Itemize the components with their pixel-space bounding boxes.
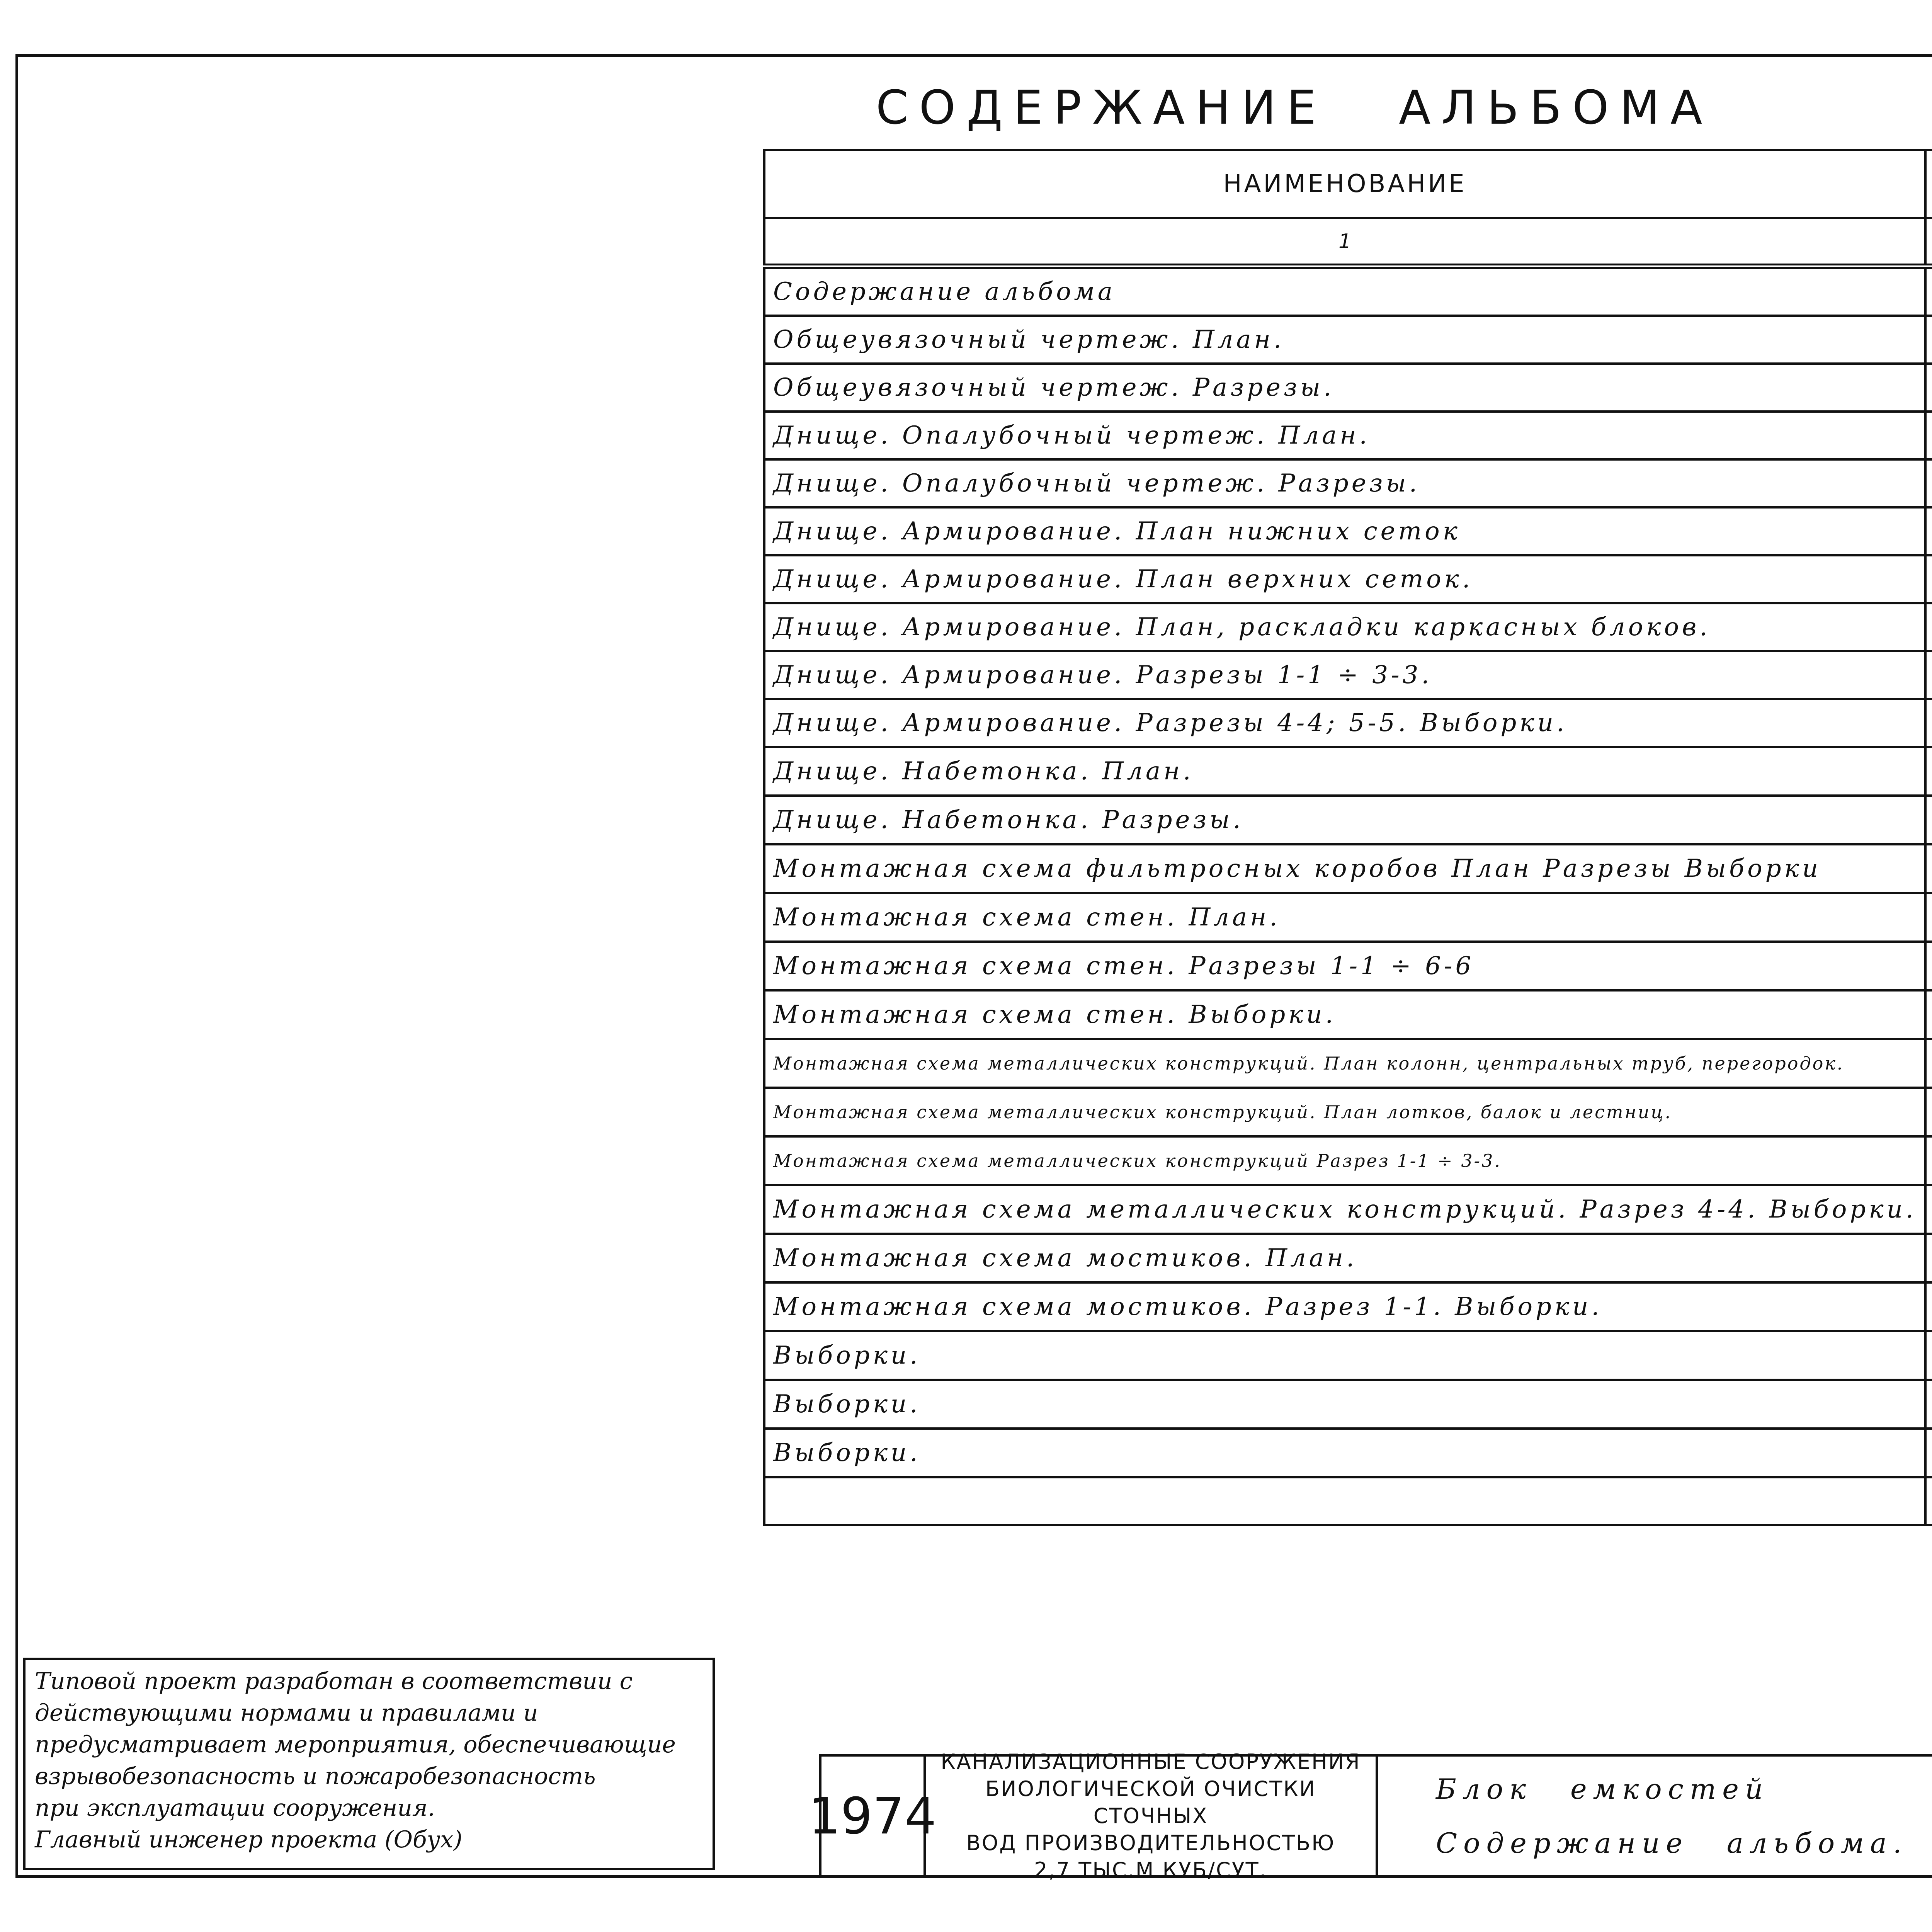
- table-row: [764, 266, 1932, 316]
- table-row: [764, 651, 1932, 699]
- stamp-year: 1974: [821, 1757, 926, 1876]
- row-name: Монтажная схема мостиков. План.: [764, 1234, 1925, 1282]
- row-name: Монтажная схема стен. План.: [764, 893, 1925, 942]
- table-header-row: [764, 150, 1932, 218]
- row-name: Днище. Набетонка. Разрезы.: [764, 796, 1925, 844]
- row-name: Общеувязочный чертеж. План.: [764, 316, 1925, 364]
- column-number-1: 1: [764, 218, 1925, 266]
- row-mark: [1925, 699, 1932, 747]
- table-row: [764, 1331, 1932, 1380]
- row-mark: [1925, 990, 1932, 1039]
- stamp-description: [1378, 1757, 1932, 1876]
- organization-line: БИОЛОГИЧЕСКОЙ ОЧИСТКИ СТОЧНЫХ: [985, 1777, 1316, 1828]
- row-mark: [1925, 1282, 1932, 1331]
- row-name: Днище. Армирование. Разрезы 4-4; 5-5. Выборки.: [764, 699, 1925, 747]
- organization-line: 2,7 ТЫС.М КУБ/СУТ.: [1034, 1858, 1267, 1882]
- row-name: Выборки.: [764, 1331, 1925, 1380]
- note-line: взрывобезопасность и пожаробезопасность: [35, 1763, 596, 1790]
- description-line: Содержание альбома.: [1436, 1827, 1908, 1859]
- table-row: [764, 1380, 1932, 1429]
- row-mark: [1925, 266, 1932, 316]
- contents-table: [763, 149, 1932, 1526]
- table-row: [764, 555, 1932, 603]
- row-name: Монтажная схема стен. Разрезы 1-1 ÷ 6-6: [764, 942, 1925, 990]
- row-name: Днище. Опалубочный чертеж. Разрезы.: [764, 459, 1925, 507]
- row-mark: [1925, 1380, 1932, 1429]
- row-mark: [1925, 1429, 1932, 1477]
- row-name: Монтажная схема мостиков. Разрез 1-1. Выборки.: [764, 1282, 1925, 1331]
- table-row: [764, 942, 1932, 990]
- table-row: [764, 747, 1932, 796]
- table-row: [764, 1234, 1932, 1282]
- note-line: при эксплуатации сооружения.: [35, 1794, 435, 1821]
- table-row: [764, 603, 1932, 651]
- row-name: Выборки.: [764, 1380, 1925, 1429]
- row-mark: [1925, 1331, 1932, 1380]
- row-mark: [1925, 1185, 1932, 1234]
- header-mark: [1925, 150, 1932, 218]
- table-row: [764, 893, 1932, 942]
- row-mark: [1925, 555, 1932, 603]
- table-row: [764, 412, 1932, 459]
- table-row: [764, 1282, 1932, 1331]
- row-name: [764, 1477, 1925, 1525]
- note-line: Типовой проект разработан в соответствии с: [35, 1668, 633, 1695]
- note-line: Главный инженер проекта (Обух): [35, 1826, 463, 1853]
- header-name: НАИМЕНОВАНИЕ: [764, 150, 1925, 218]
- table-row: [764, 1185, 1932, 1234]
- note-line: действующими нормами и правилами и: [35, 1699, 538, 1726]
- row-name: Днище. Опалубочный чертеж. План.: [764, 412, 1925, 459]
- row-name: Монтажная схема стен. Выборки.: [764, 990, 1925, 1039]
- table-row: [764, 1136, 1932, 1185]
- row-mark: [1925, 507, 1932, 555]
- note-line: предусматривает мероприятия, обеспечивающие: [35, 1731, 676, 1758]
- table-row: [764, 1429, 1932, 1477]
- table-row: [764, 699, 1932, 747]
- table-row: [764, 459, 1932, 507]
- row-mark: [1925, 1039, 1932, 1088]
- row-mark: [1925, 603, 1932, 651]
- row-mark: [1925, 364, 1932, 412]
- row-name: Монтажная схема металлических конструкций. Разрез 4-4. Выборки.: [764, 1185, 1925, 1234]
- row-name: Содержание альбома: [764, 266, 1925, 316]
- column-number-2: [1925, 218, 1932, 266]
- row-name: Монтажная схема металлических конструкций. План колонн, центральных труб, перегородок.: [764, 1039, 1925, 1088]
- table-row: [764, 796, 1932, 844]
- table-row: [764, 1088, 1932, 1136]
- organization-line: КАНАЛИЗАЦИОННЫЕ СООРУЖЕНИЯ: [940, 1750, 1361, 1774]
- table-row: [764, 1477, 1932, 1525]
- row-mark: [1925, 1477, 1932, 1525]
- row-name: Днище. Набетонка. План.: [764, 747, 1925, 796]
- row-name: Общеувязочный чертеж. Разрезы.: [764, 364, 1925, 412]
- stamp-organization: [926, 1750, 1378, 1882]
- description-line: Блок емкостей: [1436, 1773, 1769, 1805]
- row-mark: [1925, 747, 1932, 796]
- row-mark: [1925, 844, 1932, 893]
- table-row: [764, 1039, 1932, 1088]
- row-mark: [1925, 316, 1932, 364]
- row-name: Монтажная схема фильтросных коробов План Разрезы Выборки: [764, 844, 1925, 893]
- table-row: [764, 316, 1932, 364]
- row-mark: [1925, 1234, 1932, 1282]
- table-row: [764, 507, 1932, 555]
- column-number-row: [764, 218, 1932, 266]
- row-name: Днище. Армирование. Разрезы 1-1 ÷ 3-3.: [764, 651, 1925, 699]
- row-name: Днище. Армирование. План нижних сеток: [764, 507, 1925, 555]
- row-name: Днище. Армирование. План верхних сеток.: [764, 555, 1925, 603]
- row-name: Выборки.: [764, 1429, 1925, 1477]
- project-note: [23, 1658, 715, 1870]
- row-name: Монтажная схема металлических конструкций Разрез 1-1 ÷ 3-3.: [764, 1136, 1925, 1185]
- page-title: СОДЕРЖАНИЕ АЛЬБОМА: [876, 81, 1713, 135]
- row-mark: [1925, 1136, 1932, 1185]
- title-block: [808, 1750, 1932, 1882]
- organization-line: ВОД ПРОИЗВОДИТЕЛЬНОСТЬЮ: [966, 1831, 1335, 1855]
- row-mark: [1925, 942, 1932, 990]
- row-mark: [1925, 1088, 1932, 1136]
- table-row: [764, 990, 1932, 1039]
- row-name: Днище. Армирование. План, раскладки каркасных блоков.: [764, 603, 1925, 651]
- table-row: [764, 364, 1932, 412]
- row-name: Монтажная схема металлических конструкций. План лотков, балок и лестниц.: [764, 1088, 1925, 1136]
- table-row: [764, 844, 1932, 893]
- row-mark: [1925, 459, 1932, 507]
- row-mark: [1925, 651, 1932, 699]
- row-mark: [1925, 412, 1932, 459]
- row-mark: [1925, 893, 1932, 942]
- row-mark: [1925, 796, 1932, 844]
